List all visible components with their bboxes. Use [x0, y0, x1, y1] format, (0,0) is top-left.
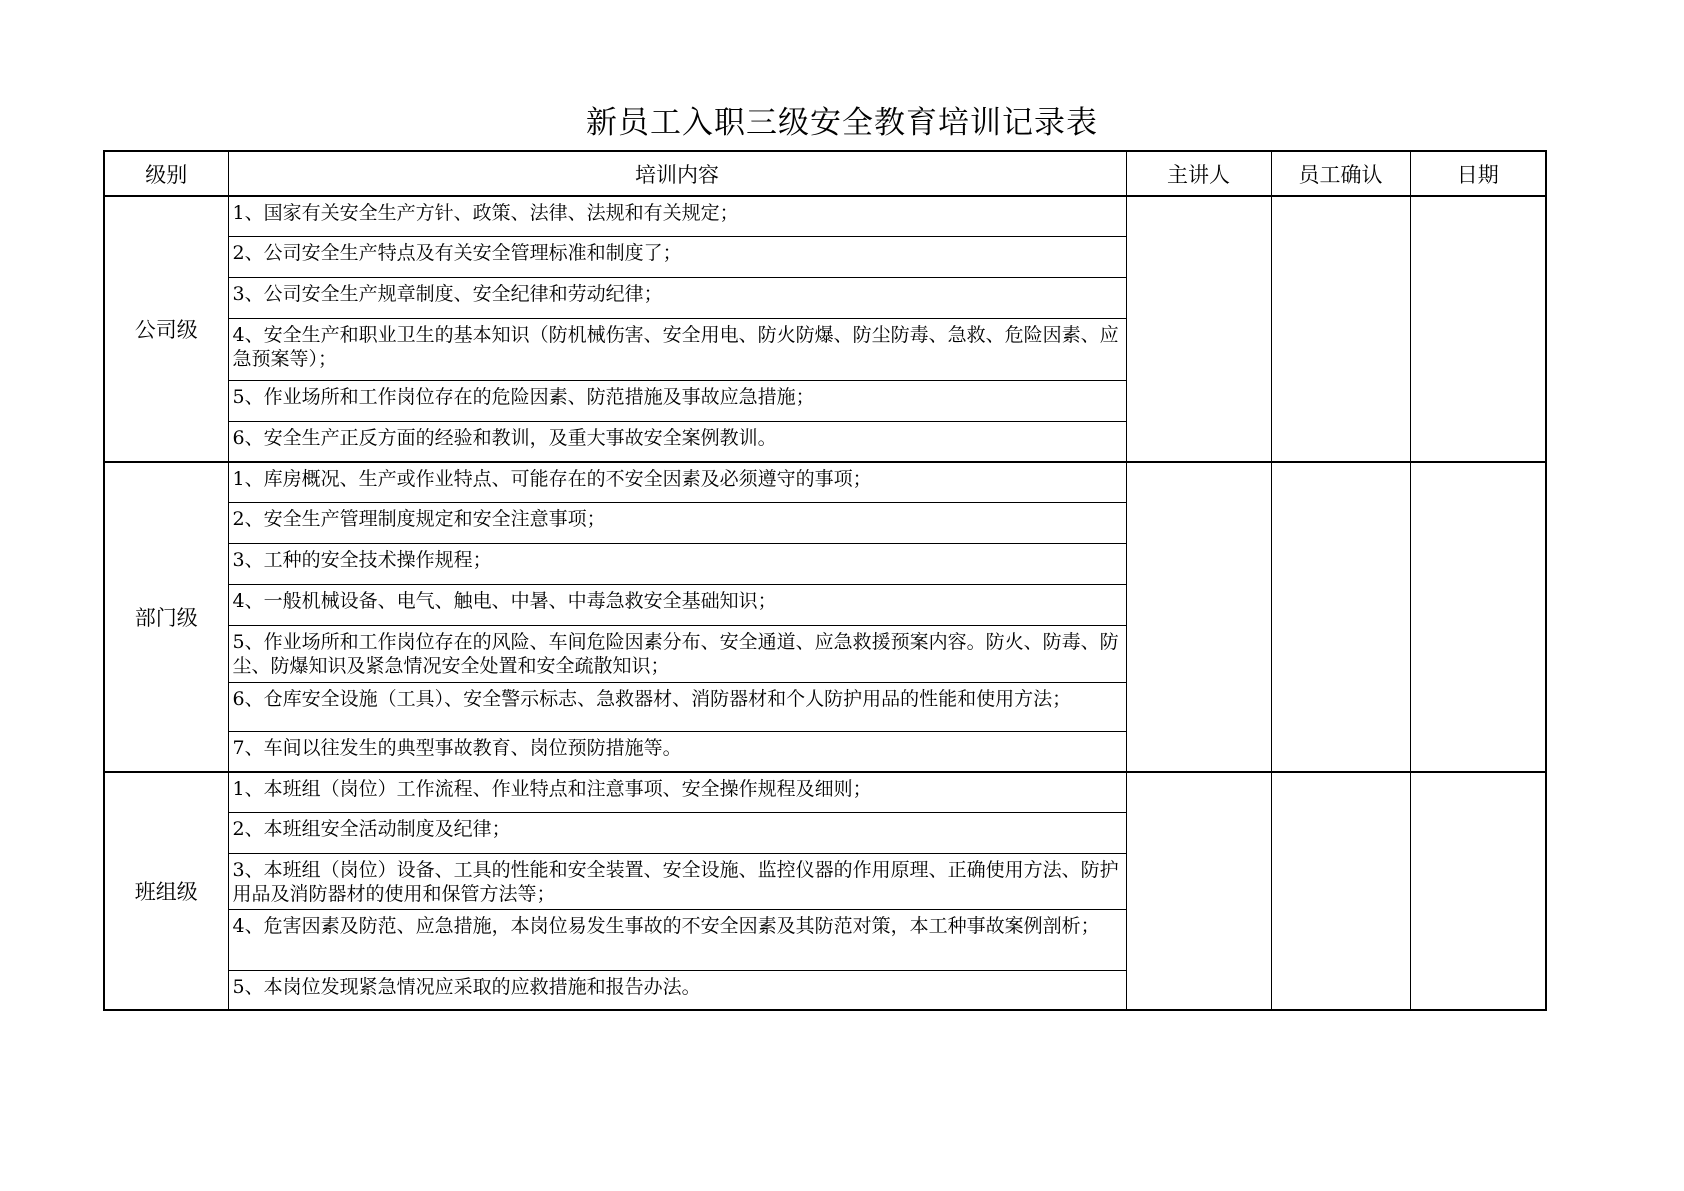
content-item: 5、本岗位发现紧急情况应采取的应救措施和报告办法。: [228, 970, 1126, 1010]
date-cell-team[interactable]: [1410, 772, 1546, 1010]
content-item: 6、安全生产正反方面的经验和教训，及重大事故安全案例教训。: [228, 421, 1126, 462]
content-item: 3、工种的安全技术操作规程；: [228, 543, 1126, 584]
lecturer-cell-team[interactable]: [1126, 772, 1271, 1010]
content-item: 4、安全生产和职业卫生的基本知识（防机械伤害、安全用电、防火防爆、防尘防毒、急救、危险因素、应急预案等）；: [228, 318, 1126, 380]
confirm-cell-company[interactable]: [1271, 196, 1410, 462]
header-date: 日期: [1410, 151, 1546, 196]
content-item: 1、国家有关安全生产方针、政策、法律、法规和有关规定；: [228, 196, 1126, 236]
table-row: [104, 772, 1546, 812]
level-team: 班组级: [104, 772, 228, 1010]
header-row: [104, 151, 1546, 196]
date-cell-department[interactable]: [1410, 462, 1546, 772]
content-item: 5、作业场所和工作岗位存在的风险、车间危险因素分布、安全通道、应急救援预案内容。防火、防毒、防尘、防爆知识及紧急情况安全处置和安全疏散知识；: [228, 625, 1126, 682]
table-row: [104, 462, 1546, 502]
lecturer-cell-company[interactable]: [1126, 196, 1271, 462]
date-cell-company[interactable]: [1410, 196, 1546, 462]
content-item: 1、本班组（岗位）工作流程、作业特点和注意事项、安全操作规程及细则；: [228, 772, 1126, 812]
level-department: 部门级: [104, 462, 228, 772]
header-confirm: 员工确认: [1271, 151, 1410, 196]
header-level: 级别: [104, 151, 228, 196]
content-item: 2、安全生产管理制度规定和安全注意事项；: [228, 502, 1126, 543]
header-lecturer: 主讲人: [1126, 151, 1271, 196]
lecturer-cell-department[interactable]: [1126, 462, 1271, 772]
confirm-cell-department[interactable]: [1271, 462, 1410, 772]
content-item: 2、本班组安全活动制度及纪律；: [228, 812, 1126, 853]
page-title: 新员工入职三级安全教育培训记录表: [586, 105, 1098, 141]
training-record-table: [103, 150, 1547, 1011]
content-item: 1、库房概况、生产或作业特点、可能存在的不安全因素及必须遵守的事项；: [228, 462, 1126, 502]
table-row: [104, 196, 1546, 236]
content-item: 4、一般机械设备、电气、触电、中暑、中毒急救安全基础知识；: [228, 584, 1126, 625]
content-item: 4、危害因素及防范、应急措施，本岗位易发生事故的不安全因素及其防范对策，本工种事故案例剖析；: [228, 909, 1126, 970]
level-company: 公司级: [104, 196, 228, 462]
content-item: 7、车间以往发生的典型事故教育、岗位预防措施等。: [228, 731, 1126, 772]
content-item: 6、仓库安全设施（工具）、安全警示标志、急救器材、消防器材和个人防护用品的性能和使用方法；: [228, 682, 1126, 731]
content-item: 2、公司安全生产特点及有关安全管理标准和制度了；: [228, 236, 1126, 277]
header-content: 培训内容: [228, 151, 1126, 196]
content-item: 3、本班组（岗位）设备、工具的性能和安全装置、安全设施、监控仪器的作用原理、正确使用方法、防护用品及消防器材的使用和保管方法等；: [228, 853, 1126, 909]
confirm-cell-team[interactable]: [1271, 772, 1410, 1010]
content-item: 3、公司安全生产规章制度、安全纪律和劳动纪律；: [228, 277, 1126, 318]
content-item: 5、作业场所和工作岗位存在的危险因素、防范措施及事故应急措施；: [228, 380, 1126, 421]
